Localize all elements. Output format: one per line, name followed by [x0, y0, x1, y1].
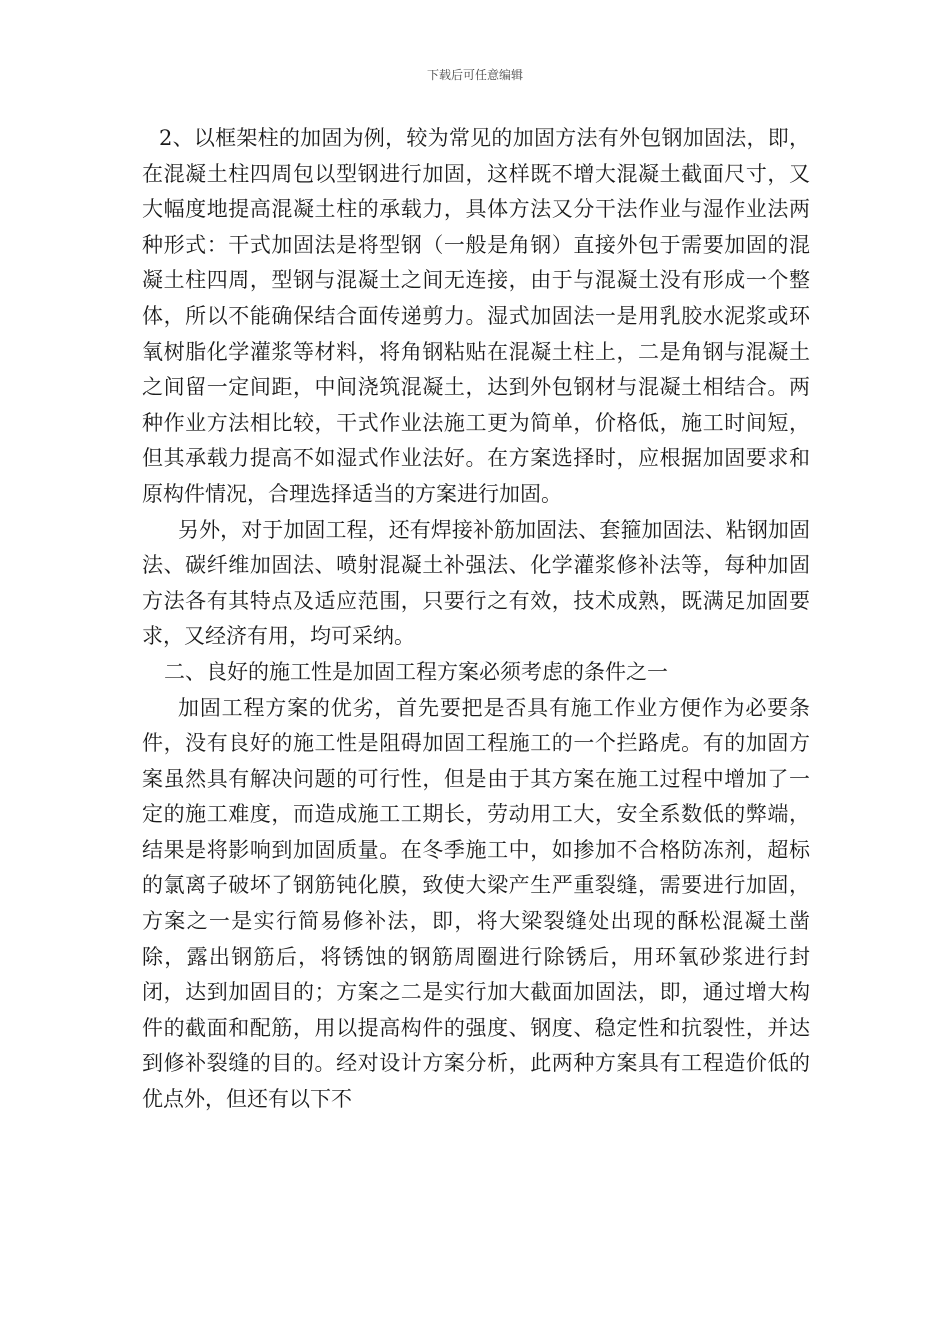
section-heading-constructability: 二、良好的施工性是加固工程方案必须考虑的条件之一 [164, 659, 668, 684]
paragraph-constructability-detail: 加固工程方案的优劣，首先要把是否具有施工作业方便作为必要条件，没有良好的施工性是阻碍加固工程施工的一个拦路虎。有的加固方案虽然具有解决问题的可行性，但是由于其方案在施工过程中增加了一定的施工难度，而造成施工工期长，劳动用工大，安全系数低的弊端，结果是将影响到加固质量。在冬季施工中，如掺加不合格防冻剂，超标的氯离子破坏了钢筋钝化膜，致使大梁产生严重裂缝，需要进行加固，方案之一是实行简易修补法，即，将大梁裂缝处出现的酥松混凝土凿除，露出钢筋后，将锈蚀的钢筋周圈进行除锈后，用环氧砂浆进行封闭，达到加固目的；方案之二是实行加大截面加固法，即，通过增大构件的截面和配筋，用以提高构件的强度、钢度、稳定性和抗裂性，并达到修补裂缝的目的。经对设计方案分析，此两种方案具有工程造价低的优点外，但还有以下不 [142, 695, 810, 1112]
paragraph-other-reinforcement-methods: 另外，对于加固工程，还有焊接补筋加固法、套箍加固法、粘钢加固法、碳纤维加固法、喷射混凝土补强法、化学灌浆修补法等，每种加固方法各有其特点及适应范围，只要行之有效，技术成熟，既满足加固要求，又经济有用，均可采纳。 [142, 517, 810, 649]
page-header: 下载后可任意编辑 [426, 68, 523, 82]
paragraph-column-reinforcement-methods: 2、以框架柱的加固为例，较为常见的加固方法有外包钢加固法，即，在混凝土柱四周包以型钢进行加固，这样既不增大混凝土截面尺寸，又大幅度地提高混凝土柱的承载力，具体方法又分干法作业与湿作业法两种形式：干式加固法是将型钢（一般是角钢）直接外包于需要加固的混凝土柱四周，型钢与混凝土之间无连接，由于与混凝土没有形成一个整体，所以不能确保结合面传递剪力。湿式加固法一是用乳胶水泥浆或环氧树脂化学灌浆等材料，将角钢粘贴在混凝土柱上，二是角钢与混凝土之间留一定间距，中间浇筑混凝土，达到外包钢材与混凝土相结合。两种作业方法相比较，干式作业法施工更为简单，价格低，施工时间短，但其承载力提高不如湿式作业法好。在方案选择时，应根据加固要求和原构件情况，合理选择适当的方案进行加固。 [142, 126, 810, 506]
document-body [142, 121, 810, 1118]
